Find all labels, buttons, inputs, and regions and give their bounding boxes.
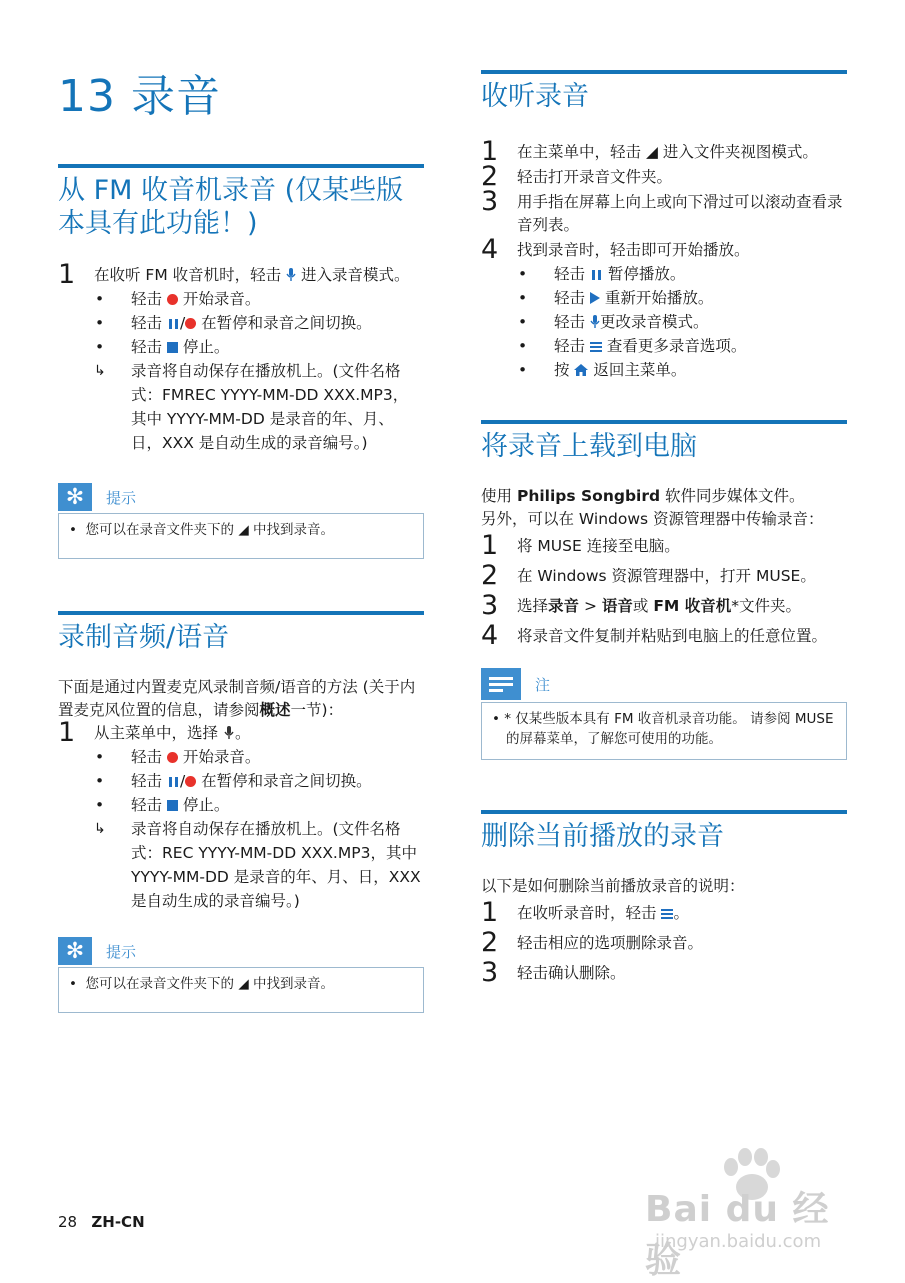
tip-icon: ✻ [58, 937, 92, 965]
bullet-play: • 轻击 重新开始播放。 [518, 289, 714, 307]
watermark-url: jingyan.baidu.com [655, 1231, 822, 1252]
play-icon [590, 292, 600, 304]
left-column [58, 60, 424, 1013]
result-line: ↳ 录音将自动保存在播放机上。(文件名格式：FMREC YYYY-MM-DD XXX.MP3，其中 YYYY-MM-DD 是录音的年、月、日，XXX 是自动生成的录音编号。) [58, 359, 424, 455]
bullet-options: • 轻击 查看更多录音选项。 [518, 337, 747, 355]
section-audio-voice [58, 611, 424, 913]
step-1: 1 在主菜单中，轻击 ◢ 进入文件夹视图模式。 [481, 136, 818, 167]
step-4: 4 找到录音时，轻击即可开始播放。 [481, 234, 750, 265]
note-label: 注 [535, 675, 551, 694]
step-text: 在收听 FM 收音机时，轻击 [94, 266, 282, 284]
record-icon [167, 752, 178, 763]
section-fm-recording [58, 164, 424, 455]
step-1: 1 将 MUSE 连接至电脑。 [481, 530, 680, 561]
step-3: 3 选择录音 > 语音或 FM 收音机*文件夹。 [481, 590, 802, 621]
step-number: 1 [58, 259, 76, 290]
folder-icon: ◢ [645, 143, 658, 161]
stop-icon [167, 800, 178, 811]
note-box [481, 668, 847, 760]
section-upload [481, 420, 847, 651]
tip-label: 提示 [106, 488, 137, 507]
step-2: 2 轻击相应的选项删除录音。 [481, 927, 704, 958]
section-title: 从 FM 收音机录音 (仅某些版本具有此功能！) [58, 164, 424, 240]
folder-icon: ◢ [238, 522, 249, 538]
step-text: 进入录音模式。 [301, 266, 410, 284]
section-intro: 以下是如何删除当前播放录音的说明： [481, 877, 745, 895]
step-3: 3 轻击确认删除。 [481, 957, 626, 988]
pause-icon [592, 270, 601, 280]
tip-icon: ✻ [58, 483, 92, 511]
tip-text: • 您可以在录音文件夹下的 ◢ 中找到录音。 [69, 522, 335, 538]
section-title: 删除当前播放的录音 [481, 810, 847, 853]
bullet-pause: • 轻击 暂停播放。 [518, 265, 686, 283]
home-icon [574, 364, 588, 376]
tip-box-2 [58, 937, 424, 1013]
section-delete [481, 810, 847, 988]
note-text: • * 仅某些版本具有 FM 收音机录音功能。 请参阅 MUSE 的屏幕菜单，了解您可使用的功能。 [492, 711, 834, 747]
bullet-start: • 轻击 开始录音。 [95, 748, 261, 766]
step-1: 1 在收听录音时，轻击 。 [481, 897, 689, 928]
step-number: 1 [58, 717, 76, 748]
step-1 [58, 259, 424, 290]
section-intro-2: 另外，可以在 Windows 资源管理器中传输录音： [481, 510, 824, 528]
page-footer [58, 1213, 145, 1231]
pause-icon [169, 777, 178, 787]
language-code: ZH-CN [91, 1213, 145, 1231]
pause-icon [169, 319, 178, 329]
step-2: 2 在 Windows 资源管理器中，打开 MUSE。 [481, 560, 816, 591]
bullet-home: • 按 返回主菜单。 [518, 361, 687, 379]
bullet-toggle: • 轻击 / 在暂停和录音之间切换。 [95, 314, 372, 332]
overview-link[interactable]: 概述 [259, 701, 291, 719]
bullet-start: • 轻击 开始录音。 [95, 290, 261, 308]
tip-box-1 [58, 483, 424, 559]
record-icon [185, 318, 196, 329]
menu-icon [661, 909, 673, 919]
mic-icon [286, 268, 296, 282]
page-number: 28 [58, 1213, 78, 1231]
watermark-brand: Bai du 经验 [645, 1189, 830, 1281]
record-icon [185, 776, 196, 787]
section-title: 录制音频/语音 [58, 611, 424, 654]
watermark [645, 1145, 855, 1281]
tip-text: • 您可以在录音文件夹下的 ◢ 中找到录音。 [69, 976, 335, 992]
section-title: 将录音上载到电脑 [481, 420, 847, 463]
result-arrow-icon: ↳ [94, 821, 106, 837]
section-title: 收听录音 [481, 70, 847, 113]
bullet-stop: • 轻击 停止。 [95, 796, 230, 814]
section-listen [481, 70, 847, 382]
section-intro: 下面是通过内置麦克风录制音频/语音的方法 (关于内置麦克风位置的信息，请参阅概述一节)： [58, 678, 416, 719]
chapter-title: 13 录音 [58, 71, 221, 122]
bullet-toggle: • 轻击 / 在暂停和录音之间切换。 [95, 772, 372, 790]
step-1: 1 从主菜单中，选择 。 [58, 717, 251, 748]
bullet-stop: • 轻击 停止。 [95, 338, 230, 356]
result-line: ↳ 录音将自动保存在播放机上。(文件名格式：REC YYYY-MM-DD XXX.MP3，其中 YYYY-MM-DD 是录音的年、月、日，XXX 是自动生成的录音编号。) [58, 817, 424, 913]
note-icon [481, 668, 521, 700]
section-intro: 使用 Philips Songbird 软件同步媒体文件。 [481, 487, 805, 505]
songbird-name: Philips Songbird [516, 487, 661, 505]
menu-icon [590, 342, 602, 352]
folder-icon: ◢ [238, 976, 249, 992]
stop-icon [167, 342, 178, 353]
mic-icon [223, 726, 235, 740]
right-column [481, 70, 847, 988]
step-3: 3 用手指在屏幕上向上或向下滑过可以滚动查看录音列表。 [481, 186, 843, 234]
result-arrow-icon: ↳ [94, 363, 106, 379]
bullet-mode: • 轻击 更改录音模式。 [518, 313, 709, 331]
step-4: 4 将录音文件复制并粘贴到电脑上的任意位置。 [481, 620, 828, 651]
record-icon [167, 294, 178, 305]
tip-label: 提示 [106, 942, 137, 961]
step-2: 2 轻击打开录音文件夹。 [481, 161, 673, 192]
mic-icon [590, 315, 600, 329]
